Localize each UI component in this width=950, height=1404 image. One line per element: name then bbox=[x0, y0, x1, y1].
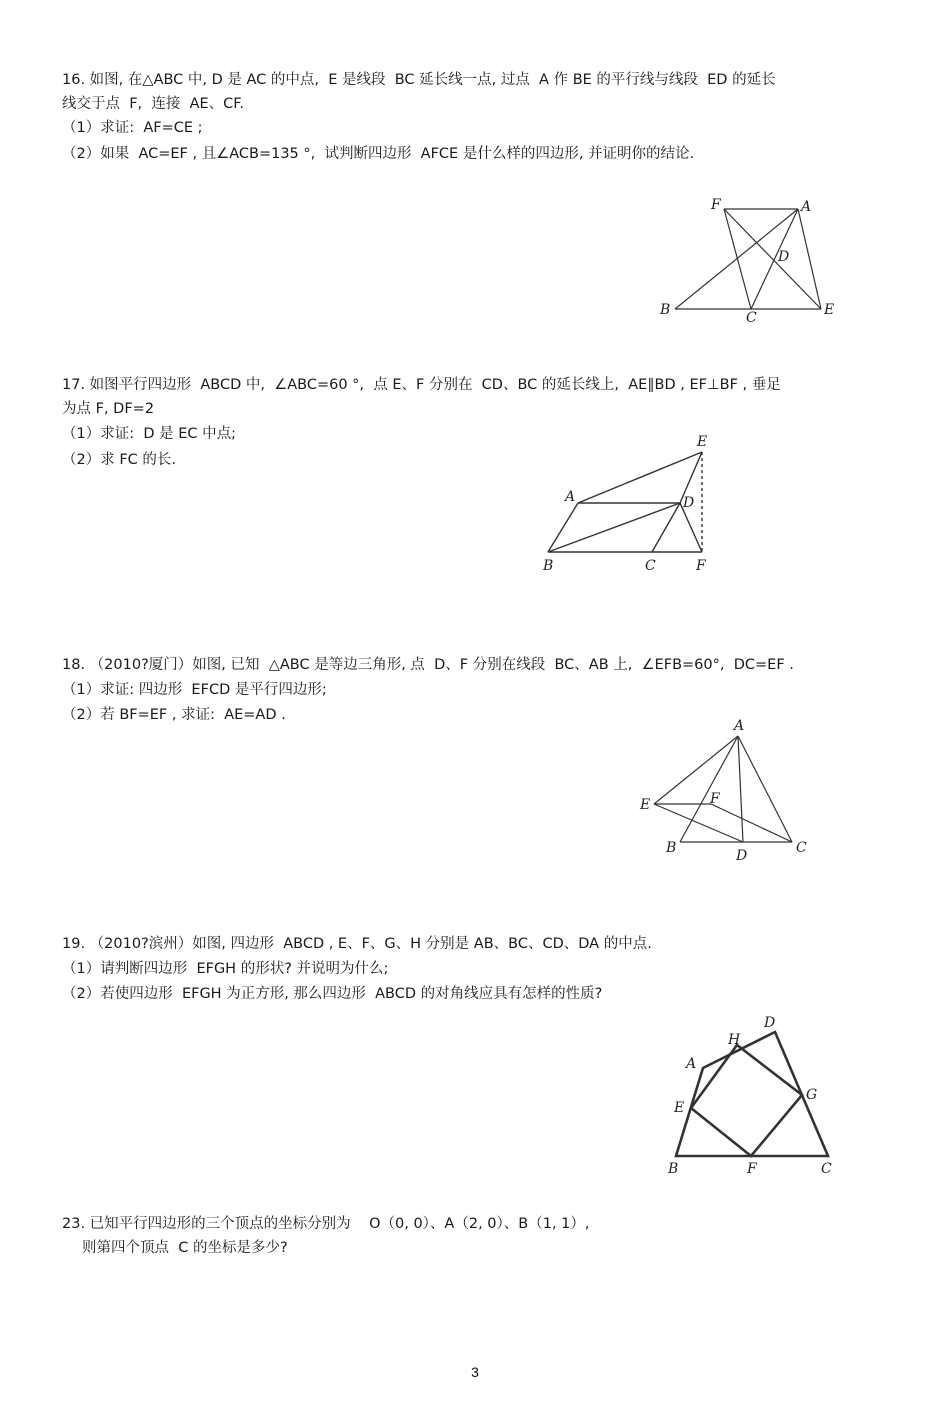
segment-AB bbox=[680, 736, 738, 842]
label-D: D bbox=[736, 848, 748, 864]
label-A: A bbox=[686, 1056, 697, 1072]
label-A: A bbox=[734, 718, 745, 734]
segment-AE bbox=[654, 736, 738, 804]
label-F: F bbox=[711, 197, 721, 213]
problem-16-text-line-1: 16. 如图, 在△ABC 中, D 是 AC 的中点, E 是线段 BC 延长线一点, 过点 A 作 BE 的平行线与线段 ED 的延长 bbox=[62, 72, 776, 88]
segment-ED bbox=[654, 804, 743, 842]
problem-16-question-1: （1）求证: AF=CE ; bbox=[62, 120, 203, 136]
segment-DC bbox=[652, 503, 680, 552]
label-C: C bbox=[796, 840, 807, 856]
label-F: F bbox=[747, 1161, 757, 1177]
problem-17-figure bbox=[530, 425, 740, 585]
problem-18-figure bbox=[630, 710, 850, 870]
problem-23-text-line-2: 则第四个顶点 C 的坐标是多少? bbox=[82, 1240, 288, 1256]
problem-19-figure bbox=[655, 1010, 855, 1180]
label-D: D bbox=[764, 1015, 776, 1031]
label-D: D bbox=[778, 249, 790, 265]
label-B: B bbox=[668, 1161, 679, 1177]
label-E: E bbox=[697, 434, 708, 450]
label-C: C bbox=[821, 1161, 832, 1177]
problem-17-question-2: （2）求 FC 的长. bbox=[62, 452, 177, 468]
segment-FC bbox=[724, 209, 751, 309]
label-F: F bbox=[710, 791, 720, 807]
label-B: B bbox=[660, 302, 671, 318]
label-B: B bbox=[666, 840, 677, 856]
problem-17-text-line-1: 17. 如图平行四边形 ABCD 中, ∠ABC=60 °, 点 E、F 分别在 CD、BC 的延长线上, AE∥BD , EF⊥BF , 垂足 bbox=[62, 377, 781, 393]
label-E: E bbox=[640, 797, 651, 813]
problem-19-question-2: （2）若使四边形 EFGH 为正方形, 那么四边形 ABCD 的对角线应具有怎样的性质? bbox=[62, 986, 603, 1002]
segment-FC bbox=[711, 804, 792, 842]
segment-CA bbox=[751, 209, 798, 309]
label-F: F bbox=[696, 558, 706, 574]
problem-16-question-2: （2）如果 AC=EF , 且∠ACB=135 °, 试判断四边形 AFCE 是什么样的四边形, 并证明你的结论. bbox=[62, 146, 695, 162]
segment-FE bbox=[724, 209, 821, 309]
segment-BA bbox=[548, 503, 578, 552]
label-D: D bbox=[683, 495, 695, 511]
problem-18-question-1: （1）求证: 四边形 EFCD 是平行四边形; bbox=[62, 682, 327, 698]
label-A: A bbox=[565, 489, 576, 505]
problem-17-text-line-2: 为点 F, DF=2 bbox=[62, 401, 155, 417]
segment-AD bbox=[738, 736, 743, 842]
problem-16-text-line-2: 线交于点 F, 连接 AE、CF. bbox=[62, 96, 244, 112]
label-G: G bbox=[806, 1087, 818, 1103]
problem-23-text-line-1: 23. 已知平行四边形的三个顶点的坐标分别为 O（0, 0）、A（2, 0）、B（1, 1）, bbox=[62, 1216, 590, 1232]
label-C: C bbox=[645, 558, 656, 574]
page-number: 3 bbox=[471, 1364, 479, 1380]
label-E: E bbox=[674, 1100, 685, 1116]
quadrilateral-EFGH bbox=[691, 1045, 802, 1156]
problem-17-question-1: （1）求证: D 是 EC 中点; bbox=[62, 426, 236, 442]
segment-AE bbox=[798, 209, 821, 309]
problem-18-question-2: （2）若 BF=EF , 求证: AE=AD . bbox=[62, 707, 286, 723]
label-A: A bbox=[801, 199, 812, 215]
problem-19-text-line-1: 19. （2010?滨州）如图, 四边形 ABCD , E、F、G、H 分别是 AB、BC、CD、DA 的中点. bbox=[62, 936, 652, 952]
segment-BD bbox=[548, 503, 680, 552]
problem-16-figure bbox=[640, 190, 860, 330]
label-H: H bbox=[728, 1032, 741, 1048]
label-E: E bbox=[824, 302, 835, 318]
segment-AC bbox=[738, 736, 792, 842]
label-C: C bbox=[746, 310, 757, 326]
problem-19-question-1: （1）请判断四边形 EFGH 的形状? 并说明为什么; bbox=[62, 961, 389, 977]
problem-18-text-line-1: 18. （2010?厦门）如图, 已知 △ABC 是等边三角形, 点 D、F 分别在线段 BC、AB 上, ∠EFB=60°, DC=EF . bbox=[62, 657, 794, 673]
label-B: B bbox=[543, 558, 554, 574]
